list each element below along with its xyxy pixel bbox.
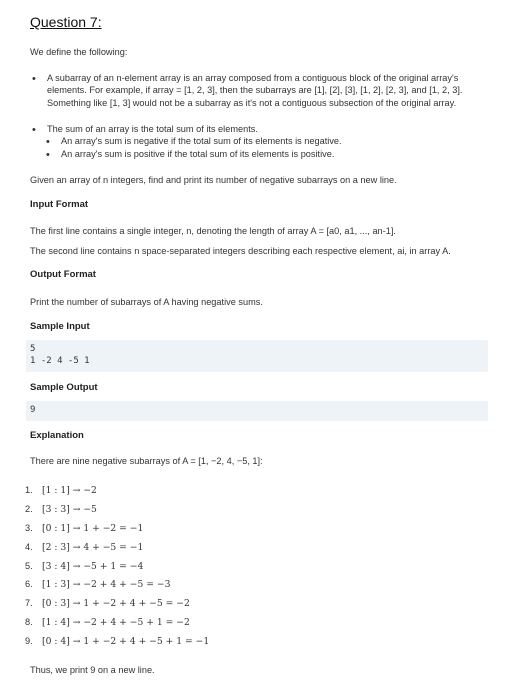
explanation-item: 8. [1 : 4] → −2 + 4 + −5 + 1 = −2 [25,617,190,629]
conclusion-text: Thus, we print 9 on a new line. [30,665,155,675]
definition-subarray-text: A subarray of an n-element array is an array composed from a contiguous block of the original array's elements. For example, if array = [1, 2, 3], then the subarrays are [1], [2], [3], [1, 2], [2, 3], and [1, 2, 3]. Something like [1, 3] would not be a subarray as it's not a contiguous subsection of the original array. [47,73,463,108]
input-format-line1: The first line contains a single integer, n, denoting the length of array A = [a0, a1, ..., an-1]. [30,226,396,236]
explanation-item: 3. [0 : 1] → 1 + −2 = −1 [25,522,144,534]
explanation-item-text: [1 : 1] → −2 [42,485,97,496]
sample-input-box [26,340,488,372]
definition-positive [47,148,500,160]
definitions-list [30,72,500,160]
explanation-item-text: [1 : 3] → −2 + 4 + −5 = −3 [42,579,171,591]
question-title: Question 7: [30,14,102,30]
explanation-item: 1. [1 : 1] → −2 [25,485,97,496]
input-format-heading: Input Format [30,199,89,210]
sample-input-line: 1 -2 4 -5 1 [30,356,90,367]
explanation-item-text: [0 : 1] → 1 + −2 = −1 [42,522,144,534]
explanation-list [25,484,209,654]
explanation-item-text: [0 : 3] → 1 + −2 + 4 + −5 = −2 [42,598,190,610]
output-format-text: Print the number of subarrays of A having negative sums. [30,297,263,307]
sample-output-heading: Sample Output [30,382,98,393]
explanation-item-text: [0 : 4] → 1 + −2 + 4 + −5 + 1 = −1 [42,636,210,648]
explanation-item-text: [2 : 3] → 4 + −5 = −1 [42,541,144,553]
sample-output-box [26,401,488,421]
explanation-heading: Explanation [30,430,84,441]
explanation-item: 6. [1 : 3] → −2 + 4 + −5 = −3 [25,579,171,591]
explanation-item-text: [3 : 4] → −5 + 1 = −4 [42,560,144,572]
definition-negative-text: An array's sum is negative if the total sum of its elements is negative. [61,136,342,147]
definition-subarray [30,72,500,123]
explanation-item: 5. [3 : 4] → −5 + 1 = −4 [25,560,144,572]
definition-positive-text: An array's sum is positive if the total sum of its elements is positive. [61,148,335,159]
definition-sum [30,123,500,160]
explanation-item-text: [3 : 3] → −5 [42,503,97,515]
task-text: Given an array of n integers, find and print its number of negative subarrays on a new line. [30,175,397,185]
definition-sum-text: The sum of an array is the total sum of its elements. [47,124,258,134]
sum-sublist [47,135,500,160]
explanation-item: 4. [2 : 3] → 4 + −5 = −1 [25,541,144,553]
explanation-intro: There are nine negative subarrays of A = [1, −2, 4, −5, 1]: [30,456,263,466]
explanation-item: 9. [0 : 4] → 1 + −2 + 4 + −5 + 1 = −1 [25,636,210,648]
definition-negative [47,135,500,147]
sample-input-line: 5 [30,344,36,354]
explanation-item: 2. [3 : 3] → −5 [25,503,97,515]
explanation-item: 7. [0 : 3] → 1 + −2 + 4 + −5 = −2 [25,598,190,610]
input-format-line2: The second line contains n space-separated integers describing each respective element, ai, in array A. [30,246,451,256]
sample-input-heading: Sample Input [30,321,90,332]
output-format-heading: Output Format [30,269,96,280]
sample-output-line: 9 [30,405,36,415]
explanation-item-text: [1 : 4] → −2 + 4 + −5 + 1 = −2 [42,617,190,629]
intro-text: We define the following: [30,47,128,57]
